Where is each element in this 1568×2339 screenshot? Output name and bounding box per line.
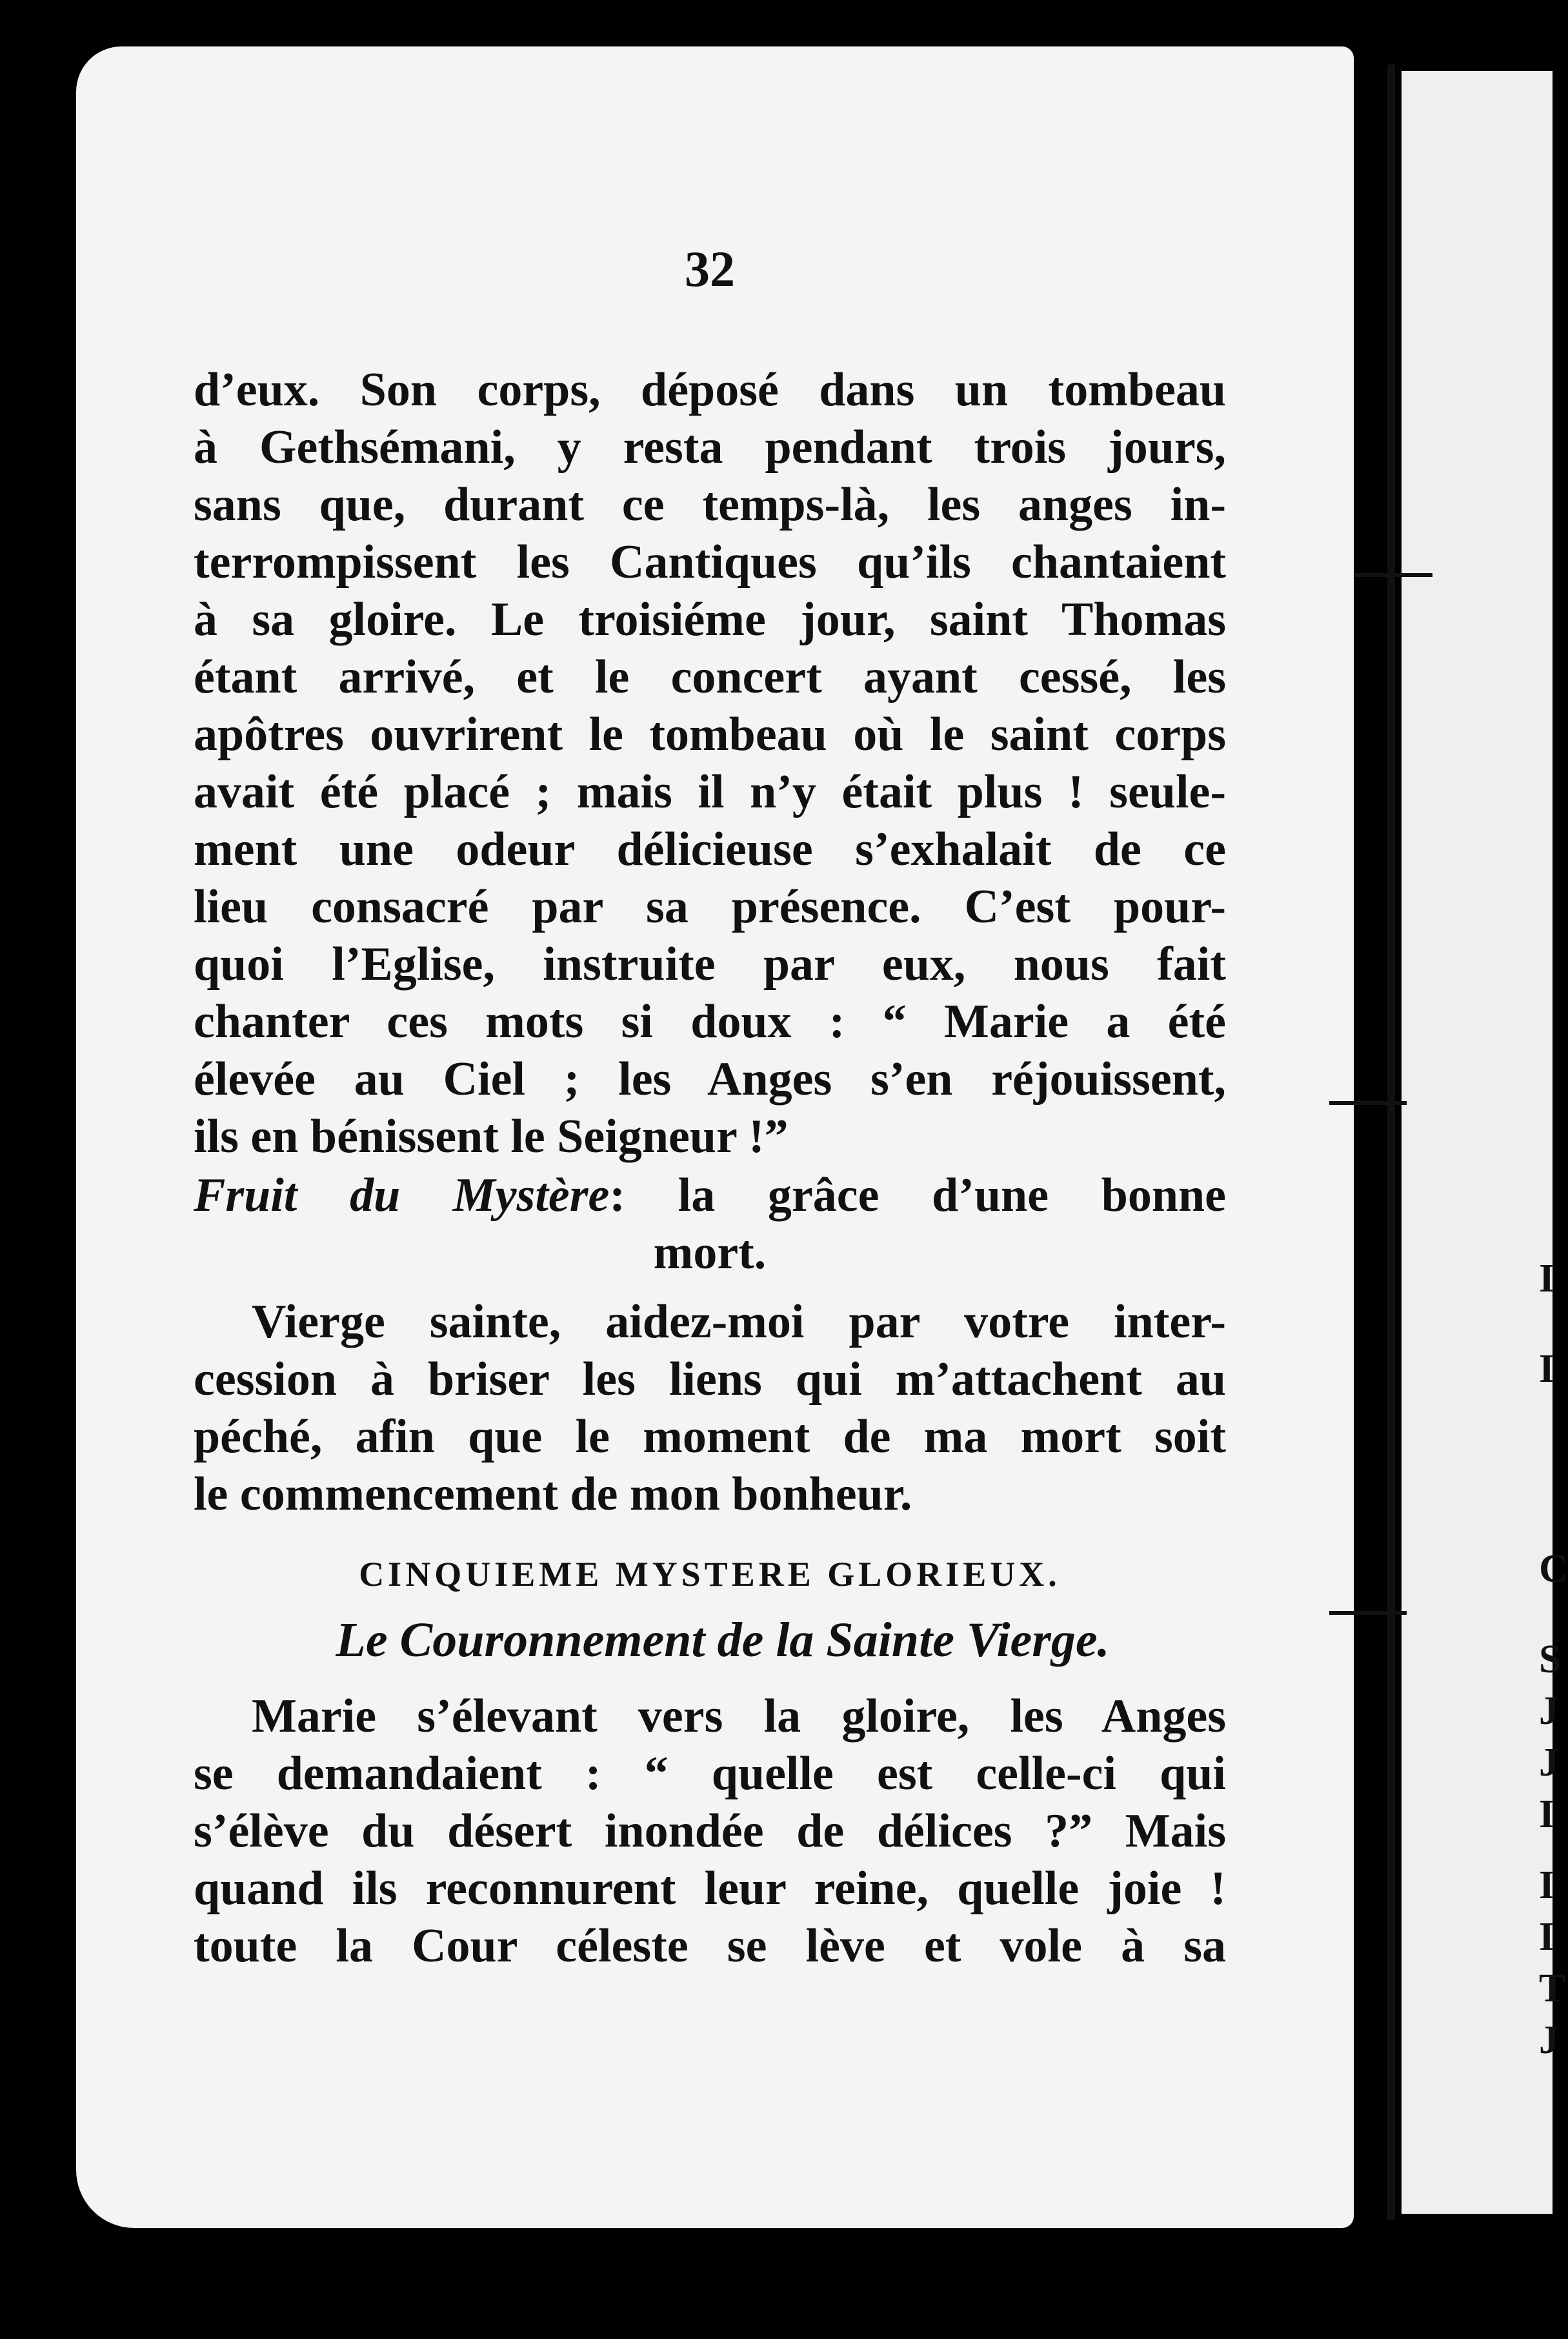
gutter-line (1387, 65, 1395, 2220)
paragraph-coronation (194, 1688, 1226, 1975)
text-line: étant arrivé, et le concert ayant cessé, les (194, 651, 1226, 704)
edge-letter: I (1539, 1792, 1555, 1836)
text-line: élevée au Ciel ; les Anges s’en réjouissent, (194, 1053, 1226, 1106)
gutter-tick (1355, 573, 1432, 577)
edge-letter: I (1539, 1347, 1555, 1391)
text-line: à sa gloire. Le troisiéme jour, saint Thomas (194, 593, 1226, 646)
text-line: chanter ces mots si doux : “ Marie a été (194, 995, 1226, 1048)
text-line: toute la Cour céleste se lève et vole à sa (194, 1919, 1226, 1972)
text-line: lieu consacré par sa présence. C’est pour- (194, 880, 1226, 933)
fruit-continuation: mort. (653, 1226, 767, 1279)
text-line: se demandaient : “ quelle est celle-ci qui (194, 1747, 1226, 1800)
text-line: d’eux. Son corps, déposé dans un tombeau (194, 363, 1226, 416)
edge-letter: J (1539, 1689, 1559, 1733)
section-heading: CINQUIEME MYSTERE GLORIEUX. (359, 1555, 1061, 1594)
section-title: Le Couronnement de la Sainte Vierge. (336, 1613, 1110, 1667)
text-line: quand ils reconnurent leur reine, quelle joie ! (194, 1862, 1226, 1915)
text-line: le commencement de mon bonheur. (194, 1468, 912, 1521)
edge-letter: S (1539, 1637, 1562, 1681)
paragraph-assumption (194, 361, 1226, 1166)
text-line: avait été placé ; mais il n’y était plus ! seule- (194, 765, 1226, 818)
gutter-tick (1329, 1101, 1407, 1105)
text-line: Vierge sainte, aidez-moi par votre inter- (252, 1295, 1226, 1348)
text-line: quoi l’Eglise, instruite par eux, nous fait (194, 938, 1226, 991)
page-number: 32 (685, 241, 735, 297)
text-line: à Gethsémani, y resta pendant trois jours, (194, 421, 1226, 474)
gutter-tick (1329, 1611, 1407, 1615)
text-line: Marie s’élevant vers la gloire, les Anges (252, 1690, 1226, 1743)
edge-letter: C (1539, 1547, 1568, 1591)
edge-letter: I (1539, 1863, 1555, 1907)
facing-page-edge (1402, 71, 1553, 2214)
text-line: ment une odeur délicieuse s’exhalait de ce (194, 823, 1226, 876)
fruit-of-mystery (194, 1167, 1226, 1282)
fruit-label: Fruit du Mystère (194, 1169, 610, 1222)
text-line: péché, afin que le moment de ma mort soit (194, 1410, 1226, 1463)
page-body (194, 361, 1226, 1975)
text-line: apôtres ouvrirent le tombeau où le saint corps (194, 708, 1226, 761)
edge-letter: J (1539, 1741, 1559, 1785)
edge-letter: T (1539, 1967, 1566, 2010)
text-line: s’élève du désert inondée de délices ?” Mais (194, 1805, 1226, 1858)
text-line: ils en bénissent le Seigneur !” (194, 1110, 789, 1163)
edge-letter: I (1539, 1915, 1555, 1959)
fruit-text: : la grâce d’une bonne (609, 1169, 1227, 1222)
text-line: sans que, durant ce temps-là, les anges in- (194, 478, 1226, 531)
edge-letter: I (1539, 1257, 1555, 1301)
text-line: cession à briser les liens qui m’attachent au (194, 1353, 1226, 1406)
prayer-paragraph (194, 1293, 1226, 1523)
text-line: terrompissent les Cantiques qu’ils chantaient (194, 536, 1226, 589)
edge-letter: J (1539, 2018, 1559, 2062)
